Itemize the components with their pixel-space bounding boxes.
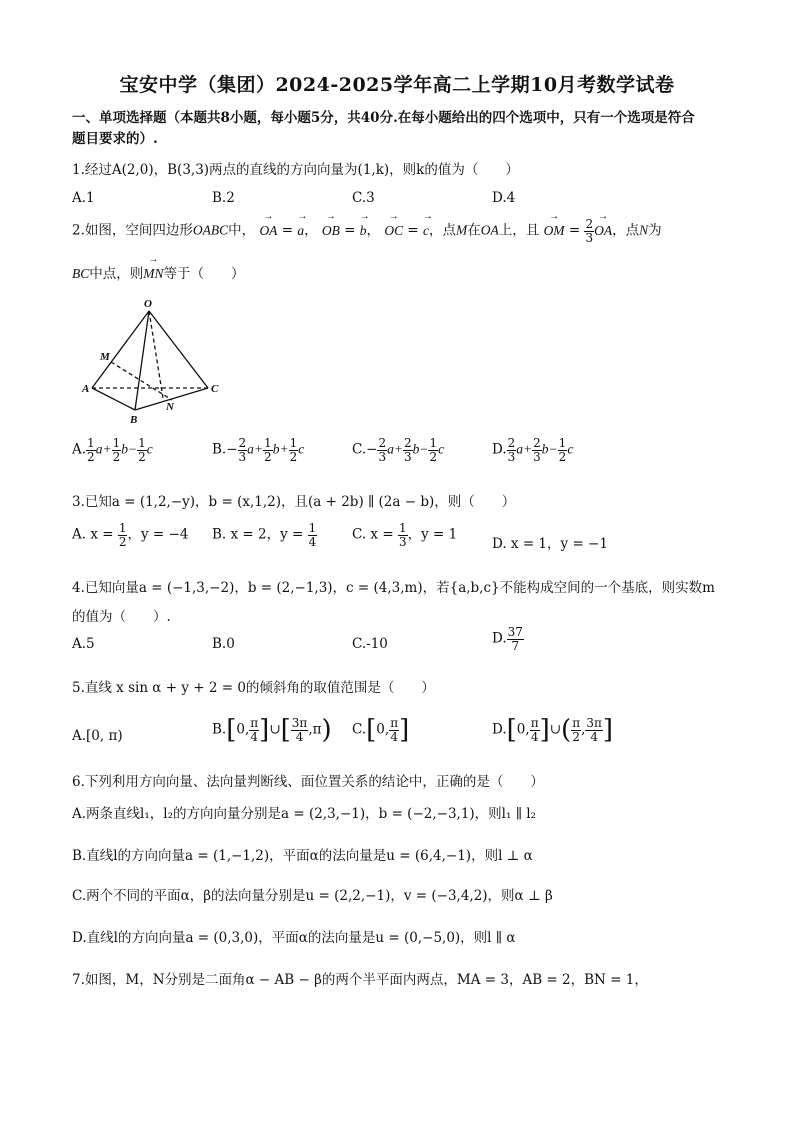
den: 2 — [138, 449, 146, 464]
fraction-two-thirds — [584, 218, 594, 244]
question-4-line2: 的值为（ ）. — [72, 609, 171, 625]
q5b-pre: B. — [212, 721, 227, 738]
q2-text-e: 在 — [467, 222, 481, 239]
equals-sign: = — [564, 222, 585, 239]
bracket: ] — [602, 715, 614, 745]
den: 4 — [390, 729, 398, 744]
q5c-frac — [389, 717, 399, 743]
q3a-pre: A. x = — [72, 526, 118, 543]
q2-text-c: 中， — [228, 222, 256, 239]
q5b-frac1 — [249, 717, 259, 743]
num: 1 — [429, 436, 438, 450]
den: 7 — [511, 638, 520, 653]
term: b− — [121, 441, 138, 457]
term: a+ — [247, 441, 264, 457]
q5d-frac3 — [585, 717, 603, 743]
q2a-prefix: A. — [72, 441, 87, 458]
num: 1 — [289, 436, 298, 450]
num: π — [390, 715, 399, 730]
num: 1 — [264, 436, 272, 450]
den: 3 — [507, 449, 516, 464]
vec-oc: → OC — [384, 223, 403, 239]
q2d-frac3 — [558, 437, 568, 463]
num: 1 — [308, 521, 317, 535]
fraction-numerator: 2 — [585, 217, 594, 231]
q2-option-a — [72, 437, 153, 463]
label-a: A — [82, 383, 90, 395]
q3-option-b — [212, 522, 317, 548]
label-c: C — [211, 383, 219, 395]
num: 1 — [118, 521, 127, 535]
q4-option-d — [492, 626, 524, 652]
q3-option-d: D. x = 1，y = −1 — [492, 536, 608, 552]
q2b-frac3 — [289, 437, 299, 463]
q6-option-c: C.两个不同的平面α，β的法向量分别是u = (2,2,−1)，v = (−3,4,2)，则α ⊥ β — [72, 888, 553, 904]
q2c-frac3 — [428, 437, 438, 463]
q5d-pre: D. — [492, 721, 507, 738]
vec-a: → a — [297, 223, 304, 239]
question-4-line1: 4.已知向量a = (−1,3,−2)，b = (2,−1,3)，c = (4,3,m)，若{a,b,c}不能构成空间的一个基底，则实数m — [72, 580, 715, 596]
term: b− — [541, 441, 558, 457]
num: 37 — [507, 625, 523, 639]
q5-option-d: D.[0, $\frac{\pi}{4}$ ]∪( $\frac{\pi}{2}$ , $\frac{3\pi}{4}$ ] — [492, 715, 614, 745]
question-2-line1: 2.如图，空间四边形OABC中， → OA = → a， → OB = → b， → OC = → c，点M在OA上，且 → OM = $\frac{2}{3}$ → OA，点N为 — [72, 218, 662, 244]
vec-b: → b — [360, 223, 367, 239]
q3c-pre: C. x = — [352, 526, 398, 543]
den: 2 — [118, 534, 127, 549]
den: 2 — [289, 449, 298, 464]
q3c-post: ，y = 1 — [407, 526, 458, 543]
bracket: [ — [226, 715, 237, 745]
num: 1 — [558, 436, 567, 450]
q5-option-a: A.[0, π) — [72, 728, 123, 744]
den: 2 — [429, 449, 438, 464]
question-7-text: 7.如图，M，N分别是二面角α − AB − β的两个半平面内两点，MA = 3，AB = 2，BN = 1， — [72, 972, 648, 988]
den: 2 — [264, 449, 272, 464]
fraction-denominator: 3 — [585, 230, 594, 245]
q5-option-c — [352, 715, 409, 745]
q5-option-b — [212, 715, 332, 745]
q5b-frac2 — [291, 717, 309, 743]
term: a+ — [387, 441, 403, 457]
q6-option-a: A.两条直线l₁，l₂的方向向量分别是a = (2,3,−1)，b = (−2,−3,1)，则l₁ ∥ l₂ — [72, 806, 536, 822]
question-5-text: 5.直线 x sin α + y + 2 = 0的倾斜角的取值范围是（ ） — [72, 680, 435, 696]
q3a-post: ，y = −4 — [127, 526, 189, 543]
label-m: M — [100, 351, 110, 363]
den: 4 — [295, 729, 304, 744]
q2-option-c — [352, 437, 444, 463]
num: π — [572, 715, 581, 730]
q5c-zero: 0, — [376, 721, 390, 738]
point-m: M — [456, 222, 468, 238]
q2-text-line2b: 中点，则 — [89, 266, 144, 282]
den: 4 — [530, 729, 539, 744]
q2a-frac3 — [137, 437, 147, 463]
q6-option-b: B.直线l的方向向量a = (1,−1,2)，平面α的法向量是u = (6,4,−1)，则l ⊥ α — [72, 848, 533, 864]
vec-ob: → OB — [322, 223, 340, 239]
term: a+ — [516, 441, 533, 457]
term: b− — [412, 441, 429, 457]
den: 3 — [238, 449, 247, 464]
point-n: N — [639, 222, 649, 238]
den: 3 — [533, 449, 541, 464]
q1-option-c: C.3 — [352, 190, 375, 206]
bracket: [ — [280, 715, 291, 745]
num: 3π — [586, 715, 602, 730]
num: 1 — [138, 436, 146, 450]
den: 4 — [250, 729, 259, 744]
bracket: ( — [561, 715, 572, 745]
vec-oa-2: → OA — [594, 223, 612, 239]
q2a-frac2 — [112, 437, 122, 463]
q2d-prefix: D. — [492, 441, 507, 458]
q3-option-c — [352, 522, 457, 548]
q3b-frac — [308, 522, 318, 548]
q2c-prefix: C.− — [352, 441, 378, 458]
q5c-pre: C. — [352, 721, 367, 738]
vec-om: → OM — [544, 223, 565, 239]
vec-oa: → OA — [259, 223, 277, 239]
q3c-frac — [398, 522, 408, 548]
term: a+ — [95, 441, 112, 457]
q5d-frac2 — [571, 717, 581, 743]
q4-option-a: A.5 — [72, 636, 95, 652]
q5d-frac1 — [530, 717, 540, 743]
label-b: B — [130, 414, 138, 426]
bracket: ] — [539, 715, 550, 745]
edge-oc — [149, 311, 208, 388]
num: 1 — [398, 521, 407, 535]
term: b+ — [272, 441, 289, 457]
tetrahedron-figure — [80, 296, 230, 426]
q2-text-a: 2.如图，空间四边形 — [72, 222, 193, 239]
q1-option-a: A.1 — [72, 190, 95, 206]
num: 2 — [238, 436, 247, 450]
num: 2 — [378, 436, 387, 450]
q3b-pre: B. x = 2，y = — [212, 526, 308, 543]
q2a-frac1 — [86, 437, 96, 463]
segment-bc: BC — [72, 266, 90, 281]
q2-option-b — [212, 437, 304, 463]
term: c — [146, 441, 153, 457]
den: 4 — [590, 729, 598, 744]
question-6-text: 6.下列利用方向向量、法向量判断线、面位置关系的结论中，正确的是（ ） — [72, 774, 544, 790]
question-1-text: 1.经过A(2,0)，B(3,3)两点的直线的方向向量为(1,k)，则k的值为（ ） — [72, 162, 519, 178]
section-heading-line1: 一、单项选择题（本题共8小题，每小题5分，共40分.在每小题给出的四个选项中，只有一个选项是符合 — [72, 110, 695, 126]
edge-oa — [92, 311, 149, 388]
edge-ab — [92, 388, 135, 410]
num: 1 — [112, 436, 121, 450]
bracket: ) — [321, 715, 332, 745]
num: π — [250, 715, 259, 730]
q4-option-b: B.0 — [212, 636, 235, 652]
den: 2 — [87, 449, 95, 464]
edge-ob — [135, 311, 149, 410]
segment-on — [149, 311, 163, 398]
q2d-frac1 — [507, 437, 517, 463]
term: c — [438, 441, 445, 457]
q2-text-d: ，点 — [429, 222, 457, 239]
den: 2 — [112, 449, 121, 464]
q1-option-b: B.2 — [212, 190, 235, 206]
den: 3 — [398, 534, 407, 549]
q2-text-g: ，点 — [612, 222, 640, 239]
segment-oa: OA — [480, 222, 499, 238]
q2-text-h: 为 — [648, 222, 662, 239]
q4-option-c: C.-10 — [352, 636, 388, 652]
q1-option-d: D.4 — [492, 190, 516, 206]
num: 2 — [533, 436, 541, 450]
q2b-frac2 — [263, 437, 273, 463]
q5b-zero: 0, — [236, 721, 250, 738]
q2-quad-name: OABC — [192, 222, 229, 238]
section-heading-line2: 题目要求的）. — [72, 131, 158, 147]
vec-c: → c — [423, 223, 429, 239]
term: c — [298, 441, 305, 457]
q5b-pi-end: ,π — [308, 721, 322, 738]
den: 4 — [308, 534, 317, 549]
q2b-frac1 — [238, 437, 248, 463]
den: 3 — [378, 449, 387, 464]
num: 2 — [507, 436, 516, 450]
term: c — [567, 441, 574, 457]
question-3-text: 3.已知a = (1,2,−y)，b = (x,1,2)，且(a + 2b) ∥ (2a − b)，则（ ） — [72, 494, 516, 510]
q2d-frac2 — [532, 437, 542, 463]
num: 1 — [87, 436, 95, 450]
exam-title: 宝安中学（集团）2024-2025学年高二上学期10月考数学试卷 — [119, 74, 675, 96]
bracket: ] — [399, 715, 410, 745]
den: 3 — [403, 449, 412, 464]
q4d-frac — [507, 626, 524, 652]
q2-text-line2c: 等于（ ） — [163, 266, 245, 282]
bracket: [ — [506, 715, 517, 745]
q2b-prefix: B.− — [212, 441, 238, 458]
num: 2 — [403, 436, 412, 450]
bracket: ] — [259, 715, 270, 745]
union-symbol: ∪ — [549, 721, 562, 738]
question-2-line2 — [72, 262, 245, 282]
union-symbol: ∪ — [269, 721, 281, 738]
q5d-zero: 0, — [516, 721, 530, 738]
q6-option-d: D.直线l的方向向量a = (0,3,0)，平面α的法向量是u = (0,−5,0)，则l ∥ α — [72, 930, 516, 946]
vec-mn: → MN — [143, 266, 163, 282]
label-n: N — [166, 401, 174, 413]
q2c-frac2 — [403, 437, 413, 463]
bracket: [ — [366, 715, 377, 745]
q2-option-d — [492, 437, 573, 463]
q3-option-a — [72, 522, 188, 548]
den: 2 — [572, 729, 580, 744]
den: 2 — [558, 449, 567, 464]
label-o: O — [144, 298, 152, 310]
num: 3π — [291, 715, 308, 730]
q2c-frac1 — [377, 437, 387, 463]
q4d-pre: D. — [492, 630, 507, 647]
num: π — [530, 715, 539, 730]
q2-text-f: 上，且 — [498, 222, 540, 239]
